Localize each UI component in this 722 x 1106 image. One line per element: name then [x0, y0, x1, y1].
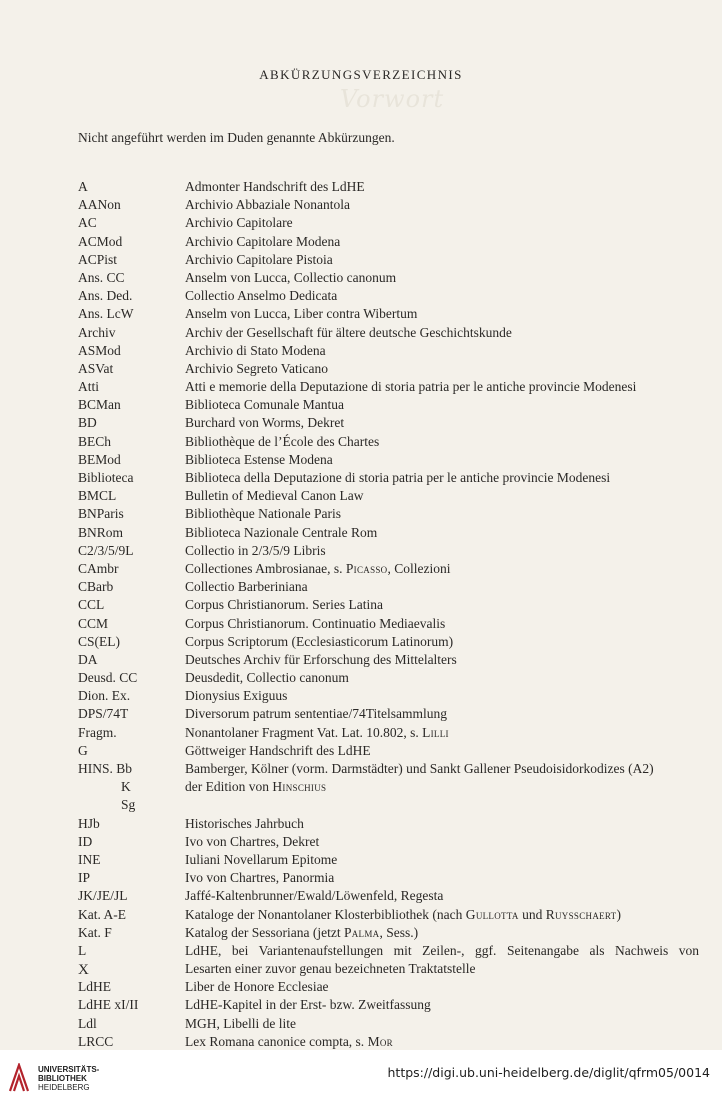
- abbreviation-term: Kat. A-E: [78, 906, 126, 922]
- abbreviation-row: [0, 414, 722, 432]
- expansion-text: Biblioteca Comunale Mantua: [185, 397, 344, 413]
- abbreviation-row: [0, 487, 722, 505]
- abbreviation-expansion: [185, 906, 699, 924]
- expansion-text: Burchard von Worms, Dekret: [185, 415, 345, 431]
- abbreviation-term: BECh: [78, 433, 112, 449]
- abbreviation-term: JK/JE/JL: [78, 888, 128, 904]
- author-name: Hinschius: [272, 779, 327, 795]
- abbreviation-row: [0, 869, 722, 887]
- expansion-text: Archivio Capitolare: [185, 215, 293, 231]
- author-name: Lilli: [422, 724, 449, 740]
- abbreviation-row: [0, 996, 722, 1014]
- expansion-text: Atti e memorie della Deputazione di storia patria per le antiche provincie Modenesi: [185, 379, 637, 395]
- expansion-text: Jaffé-Kaltenbrunner/Ewald/Löwenfeld, Regesta: [185, 888, 444, 904]
- abbreviation-row: [0, 305, 722, 323]
- abbreviation-term: CBarb: [78, 579, 114, 595]
- author-name: Picasso: [345, 560, 388, 576]
- abbreviation-term: Fragm.: [78, 724, 117, 740]
- abbreviation-expansion: [185, 978, 699, 996]
- abbreviation-expansion: [185, 342, 699, 360]
- expansion-text: Bulletin of Medieval Canon Law: [185, 488, 364, 504]
- abbreviation-row: [0, 851, 722, 869]
- abbreviation-term: BNRom: [78, 524, 124, 540]
- abbreviation-term: CCM: [78, 615, 109, 631]
- abbreviation-term: IP: [78, 870, 91, 886]
- abbreviation-term: Sg: [121, 797, 136, 813]
- abbreviation-expansion: [185, 505, 699, 523]
- expansion-text: Deutsches Archiv für Erforschung des Mittelalters: [185, 651, 457, 667]
- intro-note: Nicht angeführt werden im Duden genannte Abkürzungen.: [78, 130, 395, 145]
- expansion-text: Admonter Handschrift des LdHE: [185, 179, 365, 194]
- author-name: Mor: [367, 1033, 393, 1049]
- abbreviation-row: [0, 760, 722, 778]
- abbreviation-expansion: [185, 1033, 699, 1051]
- abbreviation-row: [0, 396, 722, 414]
- abbreviation-row: [0, 178, 722, 196]
- abbreviation-row: [0, 578, 722, 596]
- abbreviation-row: [0, 451, 722, 469]
- abbreviation-term: BNParis: [78, 506, 124, 522]
- abbreviation-expansion: [185, 687, 699, 705]
- abbreviation-row: [0, 287, 722, 305]
- expansion-text: MGH, Libelli de lite: [185, 1015, 296, 1031]
- abbreviation-expansion: [185, 651, 699, 669]
- author-name: Ruysschaert: [545, 906, 617, 922]
- abbreviation-row: [0, 596, 722, 614]
- expansion-text: Bibliothèque de l’École des Chartes: [185, 433, 380, 449]
- abbreviation-row: [0, 705, 722, 723]
- abbreviation-expansion: [185, 269, 699, 287]
- abbreviation-row: [0, 196, 722, 214]
- abbreviation-row: [0, 505, 722, 523]
- expansion-text: Dionysius Exiguus: [185, 688, 288, 704]
- expansion-text: der Edition von: [185, 779, 273, 795]
- abbreviation-expansion: [185, 178, 699, 196]
- abbreviation-expansion: [185, 942, 699, 960]
- abbreviation-expansion: [185, 251, 699, 269]
- abbreviation-expansion: [185, 742, 699, 760]
- abbreviation-term: LRCC: [78, 1033, 114, 1049]
- abbreviation-term: BCMan: [78, 397, 121, 413]
- abbreviation-expansion: [185, 233, 699, 251]
- expansion-text: Diversorum patrum sententiae/74Titelsammlung: [185, 706, 447, 722]
- abbreviation-term: BMCL: [78, 488, 117, 504]
- abbreviation-term: Kat. F: [78, 924, 112, 940]
- abbreviation-expansion: [185, 396, 699, 414]
- expansion-text: Lesarten einer zuvor genau bezeichneten Traktatstelle: [185, 961, 476, 977]
- abbreviation-term: ID: [78, 833, 93, 849]
- abbreviation-row: [0, 251, 722, 269]
- expansion-text: Ivo von Chartres, Panormia: [185, 870, 335, 886]
- abbreviation-row: [0, 942, 722, 960]
- abbreviation-row: [0, 651, 722, 669]
- abbreviation-row: [0, 906, 722, 924]
- abbreviation-row: [0, 815, 722, 833]
- abbreviation-expansion: [185, 1015, 699, 1033]
- abbreviation-row: [0, 724, 722, 742]
- expansion-text: Kataloge der Nonantolaner Klosterbibliothek (nach: [185, 906, 466, 922]
- expansion-text: Ivo von Chartres, Dekret: [185, 833, 320, 849]
- abbreviation-row: [0, 324, 722, 342]
- expansion-text: Archivio di Stato Modena: [185, 342, 326, 358]
- abbreviation-term: L: [78, 942, 87, 958]
- abbreviation-row: [0, 269, 722, 287]
- expansion-text: LdHE, bei Variantenaufstellungen mit Zeilen-, ggf. Seitenangabe als Nachweis von: [185, 942, 699, 958]
- abbreviation-expansion: [185, 360, 699, 378]
- expansion-text: , Collezioni: [387, 560, 451, 576]
- permalink-url[interactable]: https://digi.ub.uni-heidelberg.de/diglit/qfrm05/0014: [387, 1065, 710, 1080]
- abbreviation-expansion: [185, 433, 699, 451]
- abbreviation-term: ASVat: [78, 360, 114, 376]
- expansion-text: Liber de Honore Ecclesiae: [185, 979, 329, 995]
- abbreviation-row: [0, 1033, 722, 1051]
- abbreviation-expansion: [185, 924, 699, 942]
- page-number: X: [78, 962, 89, 978]
- expansion-text: Biblioteca della Deputazione di storia patria per le antiche provincie Modenesi: [185, 470, 611, 485]
- abbreviation-row: [0, 924, 722, 942]
- expansion-text: Corpus Scriptorum (Ecclesiasticorum Latinorum): [185, 633, 454, 649]
- abbreviation-expansion: [185, 451, 699, 469]
- logo-line: HEIDELBERG: [38, 1083, 90, 1092]
- expansion-text: ): [616, 906, 621, 922]
- abbreviation-expansion: [185, 960, 699, 978]
- show-through-text: Vorwort: [340, 85, 445, 113]
- abbreviation-expansion: [185, 560, 699, 578]
- expansion-text: , Sess.): [379, 924, 419, 940]
- abbreviation-row: [0, 778, 722, 796]
- abbreviation-term: INE: [78, 851, 101, 867]
- abbreviation-expansion: [185, 214, 699, 232]
- abbreviation-expansion: [185, 778, 699, 796]
- expansion-text: Archivio Capitolare Pistoia: [185, 251, 333, 267]
- abbreviation-expansion: [185, 414, 699, 432]
- expansion-text: Katalog der Sessoriana (jetzt: [185, 924, 344, 940]
- abbreviation-row: [0, 796, 722, 814]
- expansion-text: Archivio Segreto Vaticano: [185, 360, 328, 376]
- abbreviation-expansion: [185, 705, 699, 723]
- page-title: ABKÜRZUNGSVERZEICHNIS: [259, 67, 463, 82]
- abbreviation-term: C2/3/5/9L: [78, 542, 134, 558]
- expansion-text: Collectiones Ambrosianae, s.: [185, 560, 346, 576]
- expansion-text: Lex Romana canonice compta, s.: [185, 1033, 368, 1049]
- abbreviation-expansion: [185, 669, 699, 687]
- expansion-text: Archivio Abbaziale Nonantola: [185, 197, 350, 213]
- abbreviation-expansion: [185, 378, 699, 396]
- abbreviation-expansion: [185, 996, 699, 1014]
- abbreviation-term: Archiv: [78, 324, 116, 340]
- abbreviation-term: DA: [78, 651, 98, 667]
- abbreviation-term: DPS/74T: [78, 706, 129, 722]
- expansion-text: Biblioteca Estense Modena: [185, 451, 333, 467]
- abbreviation-expansion: [185, 542, 699, 560]
- abbreviation-term: Atti: [78, 379, 100, 395]
- library-logo-icon: [8, 1063, 30, 1093]
- abbreviation-term: Deusd. CC: [78, 670, 138, 686]
- expansion-text: Bamberger, Kölner (vorm. Darmstädter) und Sankt Gallener Pseudoisidorkodizes (A2): [185, 761, 654, 776]
- abbreviation-expansion: [185, 615, 699, 633]
- expansion-text: Nonantolaner Fragment Vat. Lat. 10.802, s.: [185, 724, 423, 740]
- abbreviation-row: [0, 669, 722, 687]
- abbreviation-term: ASMod: [78, 342, 121, 358]
- logo-line: UNIVERSITÄTS-: [38, 1065, 100, 1074]
- abbreviation-row: [0, 524, 722, 542]
- abbreviation-term: CS(EL): [78, 633, 120, 649]
- abbreviation-term: Ans. Ded.: [78, 288, 133, 304]
- expansion-text: Corpus Christianorum. Series Latina: [185, 597, 383, 613]
- abbreviation-term: CAmbr: [78, 560, 119, 576]
- abbreviation-term: LdHE xI/II: [78, 997, 139, 1013]
- abbreviation-term: A: [78, 179, 88, 194]
- abbreviation-term: Ans. LcW: [78, 306, 134, 322]
- abbreviation-term: Biblioteca: [78, 470, 134, 485]
- expansion-text: Corpus Christianorum. Continuatio Mediaevalis: [185, 615, 446, 631]
- abbreviation-expansion: [185, 851, 699, 869]
- expansion-text: Archiv der Gesellschaft für ältere deutsche Geschichtskunde: [185, 324, 512, 340]
- abbreviation-row: [0, 378, 722, 396]
- abbreviation-term: K: [121, 779, 131, 795]
- abbreviation-expansion: [185, 596, 699, 614]
- abbreviation-term: G: [78, 742, 88, 758]
- abbreviation-row: [0, 960, 722, 978]
- abbreviation-row: [0, 615, 722, 633]
- abbreviation-row: [0, 469, 722, 487]
- expansion-text: Anselm von Lucca, Liber contra Wibertum: [185, 306, 418, 322]
- abbreviation-term: Ans. CC: [78, 269, 125, 285]
- abbreviation-expansion: [185, 724, 699, 742]
- abbreviation-term: CCL: [78, 597, 105, 613]
- abbreviation-row: [0, 1015, 722, 1033]
- abbreviation-term: HJb: [78, 815, 100, 831]
- expansion-text: Biblioteca Nazionale Centrale Rom: [185, 524, 378, 540]
- logo-line: BIBLIOTHEK: [38, 1074, 87, 1083]
- expansion-text: Anselm von Lucca, Collectio canonum: [185, 269, 397, 285]
- abbreviation-row: [0, 633, 722, 651]
- abbreviation-row: [0, 433, 722, 451]
- abbreviation-expansion: [185, 760, 699, 778]
- expansion-text: Collectio Barberiniana: [185, 579, 308, 595]
- abbreviation-row: [0, 978, 722, 996]
- viewer-footer: [0, 1050, 722, 1106]
- abbreviation-expansion: [185, 196, 699, 214]
- expansion-text: LdHE-Kapitel in der Erst- bzw. Zweitfassung: [185, 997, 431, 1013]
- abbreviation-row: [0, 214, 722, 232]
- expansion-text: Collectio in 2/3/5/9 Libris: [185, 542, 326, 558]
- expansion-text: Deusdedit, Collectio canonum: [185, 670, 349, 686]
- abbreviation-term: BEMod: [78, 451, 121, 467]
- abbreviation-expansion: [185, 287, 699, 305]
- abbreviation-list: [0, 178, 722, 1051]
- abbreviation-expansion: [185, 887, 699, 905]
- abbreviation-row: [0, 742, 722, 760]
- abbreviation-row: [0, 833, 722, 851]
- abbreviation-term: Dion. Ex.: [78, 688, 131, 704]
- abbreviation-term: HINS. Bb: [78, 761, 133, 776]
- abbreviation-term: LdHE: [78, 979, 111, 995]
- abbreviation-expansion: [185, 633, 699, 651]
- expansion-text: Iuliani Novellarum Epitome: [185, 851, 338, 867]
- abbreviation-term: BD: [78, 415, 97, 431]
- abbreviation-row: [0, 560, 722, 578]
- expansion-text: und: [518, 906, 546, 922]
- abbreviation-row: [0, 687, 722, 705]
- abbreviation-row: [0, 360, 722, 378]
- expansion-text: Historisches Jahrbuch: [185, 815, 304, 831]
- abbreviation-expansion: [185, 578, 699, 596]
- abbreviation-term: Ldl: [78, 1015, 97, 1031]
- abbreviation-expansion: [185, 487, 699, 505]
- expansion-text: Bibliothèque Nationale Paris: [185, 506, 341, 522]
- expansion-text: Archivio Capitolare Modena: [185, 233, 341, 249]
- abbreviation-term: ACPist: [78, 251, 118, 267]
- abbreviation-term: AC: [78, 215, 97, 231]
- abbreviation-term: AANon: [78, 197, 121, 213]
- abbreviation-expansion: [185, 833, 699, 851]
- abbreviation-row: [0, 887, 722, 905]
- expansion-text: Collectio Anselmo Dedicata: [185, 288, 338, 304]
- library-logo-text[interactable]: [38, 1065, 99, 1092]
- abbreviation-expansion: [185, 305, 699, 323]
- abbreviation-expansion: [185, 815, 699, 833]
- abbreviation-expansion: [185, 469, 699, 487]
- author-name: Palma: [343, 924, 380, 940]
- abbreviation-row: [0, 342, 722, 360]
- abbreviation-term: ACMod: [78, 233, 123, 249]
- expansion-text: Göttweiger Handschrift des LdHE: [185, 742, 371, 758]
- author-name: Gullotta: [465, 906, 519, 922]
- abbreviation-row: [0, 233, 722, 251]
- abbreviation-row: [0, 542, 722, 560]
- abbreviation-expansion: [185, 869, 699, 887]
- abbreviation-expansion: [185, 524, 699, 542]
- abbreviation-expansion: [185, 324, 699, 342]
